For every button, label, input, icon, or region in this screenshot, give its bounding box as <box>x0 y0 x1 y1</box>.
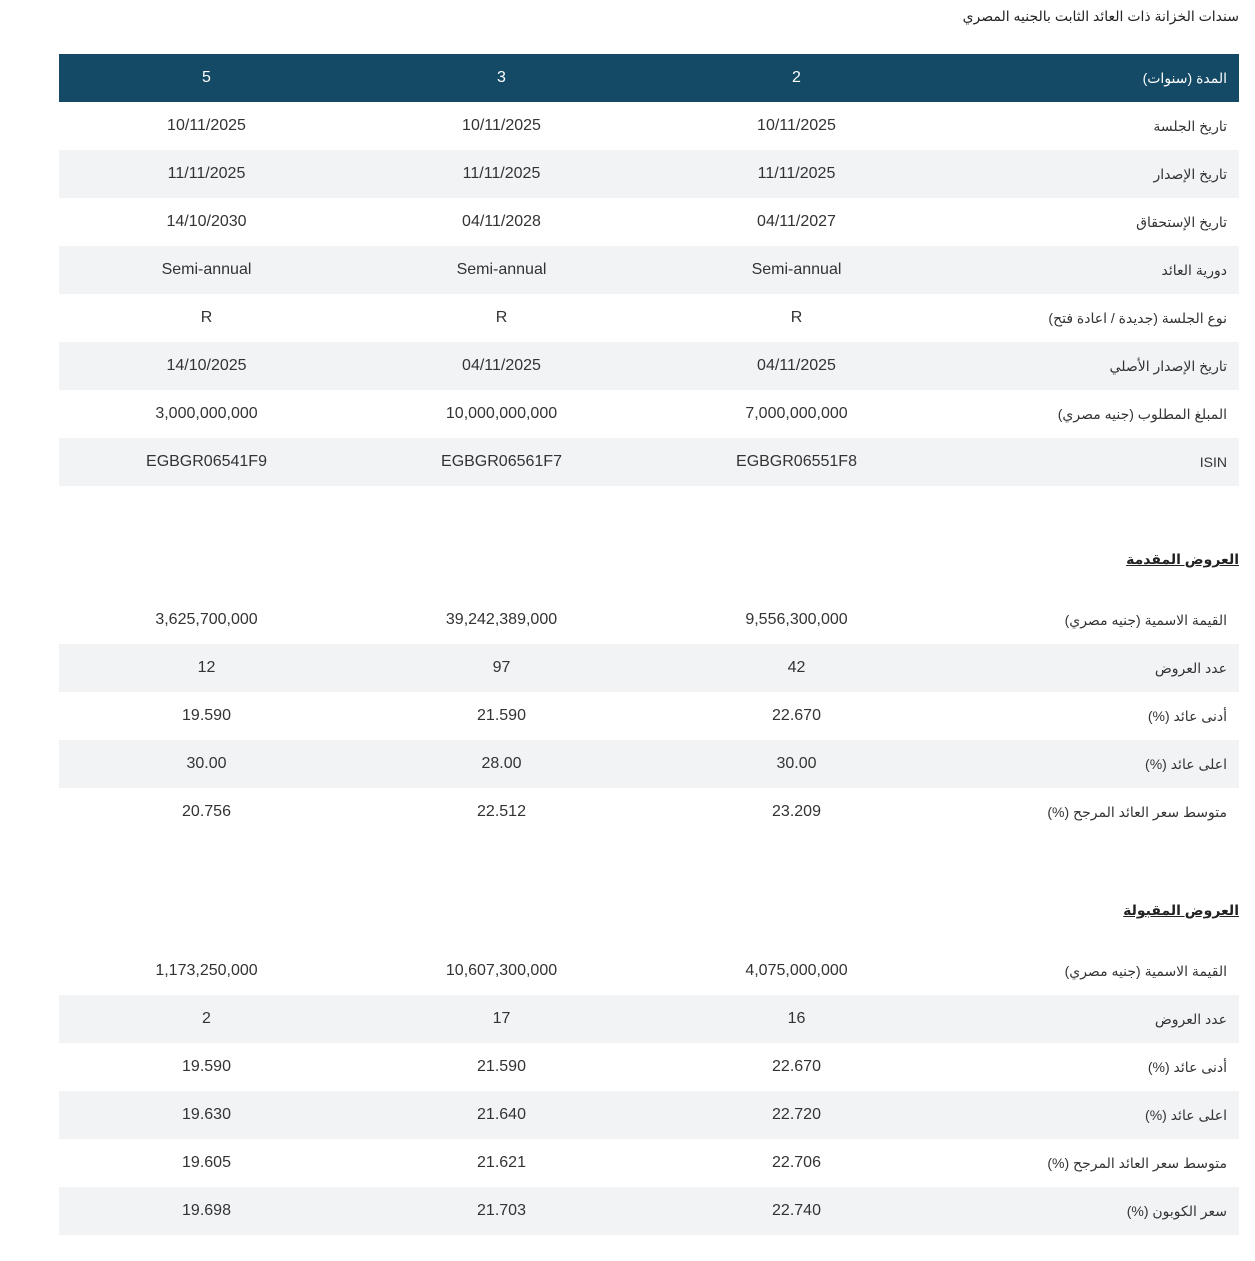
table-row <box>59 596 1239 644</box>
table-row <box>59 947 1239 995</box>
table-cell: 22.720 <box>649 1091 944 1139</box>
tenor-5-header: 5 <box>59 54 354 102</box>
table-row <box>59 342 1239 390</box>
table-cell: 10/11/2025 <box>462 117 541 134</box>
table-cell: 21.621 <box>477 1154 526 1171</box>
table-row <box>59 1139 1239 1187</box>
row-label: عدد العروض <box>944 644 1239 692</box>
table-cell: 22.740 <box>649 1187 944 1235</box>
row-label: تاريخ الإصدار الأصلي <box>944 342 1239 390</box>
table-cell: 21.590 <box>477 707 526 724</box>
table-cell: 22.706 <box>772 1154 821 1171</box>
row-label: القيمة الاسمية (جنيه مصري) <box>1064 962 1227 979</box>
table-cell: 16 <box>649 995 944 1043</box>
table-cell: Semi-annual <box>59 246 354 294</box>
row-label: أدنى عائد (%) <box>1147 707 1227 724</box>
table-row <box>59 198 1239 246</box>
row-label: المبلغ المطلوب (جنيه مصري) <box>1057 405 1227 422</box>
row-label: متوسط سعر العائد المرجح (%) <box>1047 1154 1227 1171</box>
table-cell: Semi-annual <box>649 246 944 294</box>
table-cell: 19.630 <box>59 1091 354 1139</box>
tenor-3-header: 3 <box>354 54 649 102</box>
table-row <box>59 294 1239 342</box>
table-cell: 97 <box>354 644 649 692</box>
table-cell: 19.590 <box>182 707 231 724</box>
row-label: عدد العروض <box>944 995 1239 1043</box>
offered-bids-table <box>59 596 1239 836</box>
table-cell: 4,075,000,000 <box>745 962 848 979</box>
row-label: أدنى عائد (%) <box>1147 1058 1227 1075</box>
table-cell: 04/11/2025 <box>354 342 649 390</box>
table-cell: 10/11/2025 <box>757 117 836 134</box>
row-label: نوع الجلسة (جديدة / اعادة فتح) <box>1048 309 1227 326</box>
table-row <box>59 1187 1239 1235</box>
table-cell: 10,607,300,000 <box>445 962 558 979</box>
table-cell: 1,173,250,000 <box>155 962 258 979</box>
table-cell: 11/11/2025 <box>354 150 649 198</box>
tenor-2-header: 2 <box>649 54 944 102</box>
table-row <box>59 102 1239 150</box>
table-row <box>59 740 1239 788</box>
table-row <box>59 150 1239 198</box>
table-cell: 04/11/2025 <box>649 342 944 390</box>
table-cell: EGBGR06561F7 <box>354 438 649 486</box>
row-label: تاريخ الإصدار <box>944 150 1239 198</box>
table-cell: 28.00 <box>354 740 649 788</box>
table-cell: 22.670 <box>772 707 821 724</box>
table-cell: 19.605 <box>182 1154 231 1171</box>
accepted-bids-table <box>59 947 1239 1235</box>
table-cell: 21.640 <box>354 1091 649 1139</box>
table-cell: Semi-annual <box>354 246 649 294</box>
table-cell: R <box>790 309 803 326</box>
table-row <box>59 1091 1239 1139</box>
table-row <box>59 995 1239 1043</box>
table-cell: 9,556,300,000 <box>745 611 848 628</box>
table-cell: 14/10/2025 <box>59 342 354 390</box>
table-cell: 19.590 <box>182 1058 231 1075</box>
bond-details-table <box>59 54 1239 486</box>
table-row <box>59 390 1239 438</box>
row-label: متوسط سعر العائد المرجح (%) <box>1047 803 1227 820</box>
tenor-label-header: المدة (سنوات) <box>944 54 1239 102</box>
offered-bids-heading: العروض المقدمة <box>1126 551 1239 567</box>
table-cell: EGBGR06551F8 <box>649 438 944 486</box>
table-cell: R <box>495 309 508 326</box>
table-row <box>59 246 1239 294</box>
table-cell: 04/11/2027 <box>757 213 836 230</box>
table-cell: 20.756 <box>182 803 231 820</box>
table-cell: 3,625,700,000 <box>155 611 258 628</box>
table-cell: 21.703 <box>354 1187 649 1235</box>
table-cell: 04/11/2028 <box>462 213 541 230</box>
table-cell: 22.670 <box>772 1058 821 1075</box>
table-cell: 22.512 <box>477 803 526 820</box>
row-label: ISIN <box>944 438 1239 486</box>
table-cell: 23.209 <box>772 803 821 820</box>
row-label: اعلى عائد (%) <box>944 1091 1239 1139</box>
table-cell: 2 <box>59 995 354 1043</box>
table-cell: 17 <box>354 995 649 1043</box>
table-cell: R <box>200 309 213 326</box>
row-label: دورية العائد <box>944 246 1239 294</box>
table-row <box>59 788 1239 836</box>
table-row <box>59 438 1239 486</box>
page-title: سندات الخزانة ذات العائد الثابت بالجنيه المصري <box>962 8 1239 24</box>
table-cell: 3,000,000,000 <box>155 405 258 422</box>
table-cell: 19.698 <box>59 1187 354 1235</box>
table-row <box>59 1043 1239 1091</box>
row-label: اعلى عائد (%) <box>944 740 1239 788</box>
row-label: تاريخ الجلسة <box>1153 117 1227 134</box>
table-cell: 10,000,000,000 <box>445 405 558 422</box>
table-row <box>59 644 1239 692</box>
accepted-bids-heading: العروض المقبولة <box>1123 902 1239 918</box>
table-cell: 21.590 <box>477 1058 526 1075</box>
table-cell: 30.00 <box>649 740 944 788</box>
table-cell: 12 <box>59 644 354 692</box>
table-cell: 11/11/2025 <box>649 150 944 198</box>
table-row <box>59 692 1239 740</box>
table-cell: 10/11/2025 <box>167 117 246 134</box>
row-label: تاريخ الإستحقاق <box>1136 213 1227 230</box>
table-header-row <box>59 54 1239 102</box>
row-label: القيمة الاسمية (جنيه مصري) <box>1064 611 1227 628</box>
row-label: سعر الكوبون (%) <box>944 1187 1239 1235</box>
table-cell: 30.00 <box>59 740 354 788</box>
table-cell: 7,000,000,000 <box>745 405 848 422</box>
table-cell: 42 <box>649 644 944 692</box>
table-cell: 39,242,389,000 <box>445 611 558 628</box>
table-cell: 14/10/2030 <box>166 213 247 230</box>
table-cell: 11/11/2025 <box>59 150 354 198</box>
table-cell: EGBGR06541F9 <box>59 438 354 486</box>
